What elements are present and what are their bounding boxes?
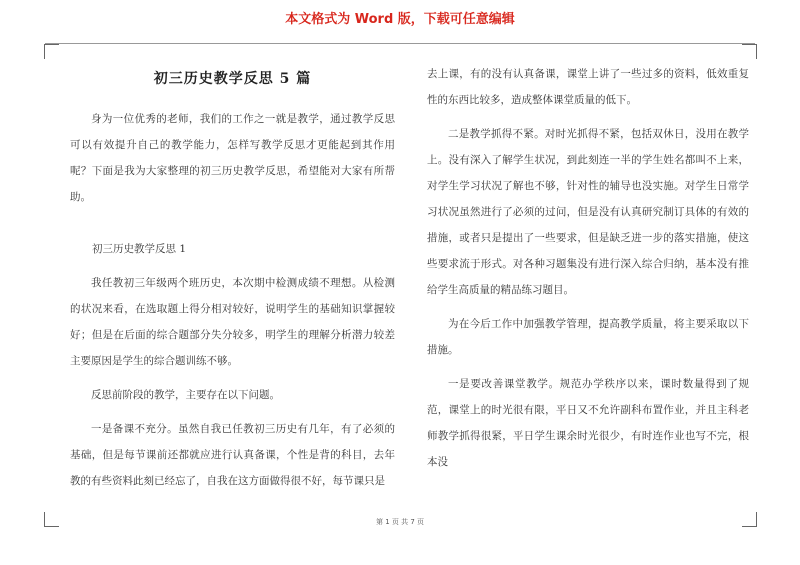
body-paragraph: 一是备课不充分。虽然自我已任教初三历史有几年，有了必须的基础，但是每节课前还都就应进行认真备课，个性是背的科目，去年教的有些资料此刻已经忘了，自我在这方面做得很不好，每节课只是: [70, 423, 395, 487]
body-paragraph: 反思前阶段的教学，主要存在以下问题。: [91, 389, 280, 401]
body-paragraph: 我任教初三年级两个班历史，本次期中检测成绩不理想。从检测的状况来看，在选取题上得分相对较好，说明学生的基础知识掌握较好；但是在后面的综合题部分失分较多，明学生的理解分析潜力较差主要原因是学生的综合题训练不够。: [70, 277, 395, 367]
intro-paragraph: 身为一位优秀的老师，我们的工作之一就是教学，通过教学反思可以有效提升自己的教学能力，怎样写教学反思才更能起到其作用呢？下面是我为大家整理的初三历史教学反思，希望能对大家有所帮助。: [70, 113, 395, 203]
body-paragraph: 一是要改善课堂教学。规范办学秩序以来，课时数量得到了规范，课堂上的时光很有限，平日又不允许副科布置作业，并且主科老师教学抓得很紧，平日学生课余时光很少，有时连作业也写不完，根本没: [427, 378, 749, 468]
right-column: [427, 61, 749, 483]
body-paragraph: 为在今后工作中加强教学管理，提高教学质量，将主要采取以下措施。: [427, 318, 749, 356]
body-paragraph: 二是教学抓得不紧。对时光抓得不紧，包括双休日，没用在教学上。没有深入了解学生状况，到此刻连一半的学生姓名都叫不上来，对学生学习状况了解也不够，针对性的辅导也没实施。对学生日常学习状况虽然进行了必须的过问，但是没有认真研究制订具体的有效的措施，或者只是提出了一些要求，但是缺乏进一步的落实措施，使这些要求流于形式。对各种习题集没有进行深入综合归纳，基本没有推给学生高质量的精品练习题目。: [427, 128, 749, 296]
crop-mark-top-left: [44, 44, 59, 59]
document-title: 初三历史教学反思 5 篇: [153, 71, 312, 87]
crop-mark-top-right: [742, 44, 757, 59]
banner-divider: [45, 43, 755, 44]
section-heading: 初三历史教学反思 1: [92, 243, 187, 255]
body-paragraph: 去上课，有的没有认真备课，课堂上讲了一些过多的资料，低效重复性的东西比较多，造成整体课堂质量的低下。: [427, 68, 749, 106]
page-number: 第 1 页 共 7 页: [375, 518, 425, 526]
left-column: [70, 66, 395, 502]
download-banner: 本文格式为 Word 版，下载可任意编辑: [285, 12, 515, 27]
